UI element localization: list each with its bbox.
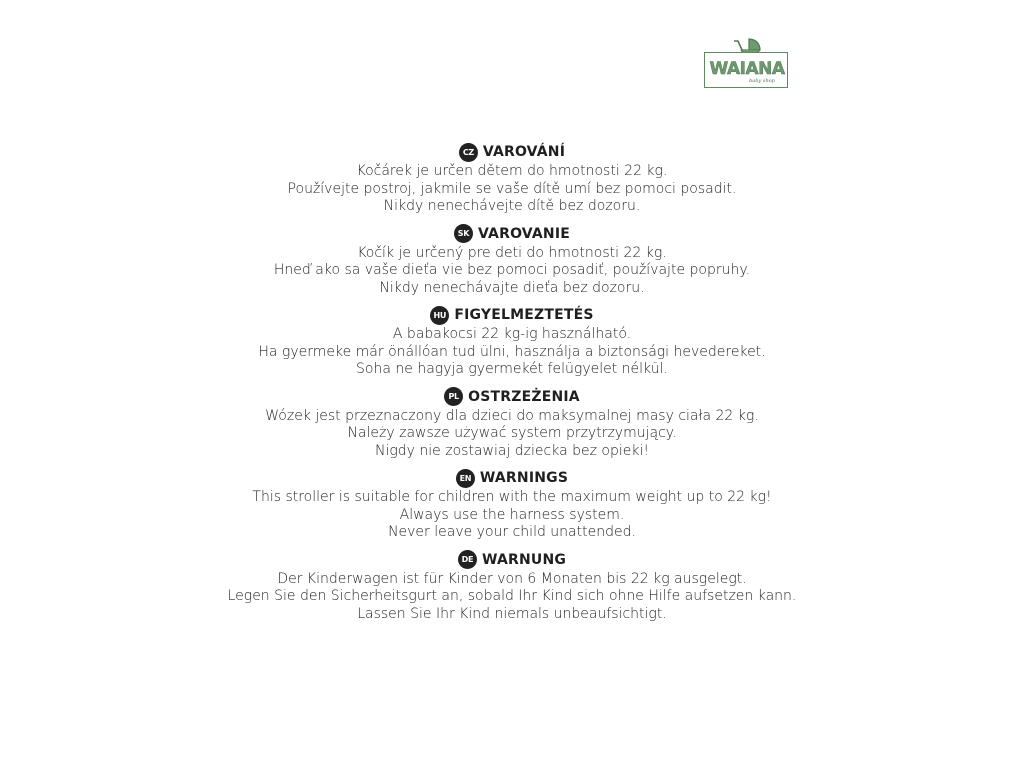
section-heading xyxy=(0,305,1024,325)
warning-line: Legen Sie den Sicherheitsgurt an, sobald Ihr Kind sich ohne Hilfe aufsetzen kann. xyxy=(227,588,797,604)
section-heading xyxy=(0,142,1024,162)
warning-line: A babakocsi 22 kg-ig használható. xyxy=(392,326,632,342)
language-badge: EN xyxy=(456,469,475,488)
warning-line: Nikdy nenechávejte dítě bez dozoru. xyxy=(383,198,641,214)
warning-line: Lassen Sie Ihr Kind niemals unbeaufsichtigt. xyxy=(357,605,667,622)
section-heading xyxy=(0,468,1024,488)
brand-logo xyxy=(704,38,790,91)
section-title: FIGYELMEZTETÉS xyxy=(454,307,594,323)
warning-line: Soha ne hagyja gyermekét felügyelet nélkül. xyxy=(356,361,668,377)
section-title: WARNINGS xyxy=(479,470,569,486)
logo-name: WAIANA xyxy=(709,59,785,79)
warning-line: Nigdy nie zostawiaj dziecka bez opieki! xyxy=(375,442,649,459)
section-title: OSTRZEŻENIA xyxy=(468,388,580,405)
warning-line: Never leave your child unattended. xyxy=(388,524,636,540)
language-badge: HU xyxy=(430,306,449,325)
warnings-content xyxy=(0,142,1024,631)
warning-line: Kočárek je určen dětem do hmotnosti 22 kg. xyxy=(356,163,668,179)
section-cz xyxy=(0,142,1024,216)
section-de xyxy=(0,550,1024,624)
section-heading xyxy=(0,550,1024,570)
warning-line: Používejte postroj, jakmile se vaše dítě umí bez pomoci posadit. xyxy=(287,180,737,197)
language-badge: PL xyxy=(444,387,463,406)
language-badge: DE xyxy=(458,550,477,569)
warning-line: Der Kinderwagen ist für Kinder von 6 Monaten bis 22 kg ausgelegt. xyxy=(277,570,747,587)
section-en xyxy=(0,468,1024,542)
warning-line: Wózek jest przeznaczony dla dzieci do maksymalnej masy ciała 22 kg. xyxy=(265,407,759,424)
section-heading xyxy=(0,387,1024,407)
warning-line: Kočík je určený pre deti do hmotnosti 22 kg. xyxy=(357,244,667,261)
section-sk xyxy=(0,224,1024,298)
warning-line: Ha gyermeke már önállóan tud ülni, használja a biztonsági hevedereket. xyxy=(258,343,766,360)
section-title: VAROVÁNÍ xyxy=(482,144,566,160)
section-pl xyxy=(0,387,1024,461)
section-hu xyxy=(0,305,1024,379)
section-title: VAROVANIE xyxy=(477,225,571,242)
warning-line: Hneď ako sa vaše dieťa vie bez pomoci posadiť, používajte popruhy. xyxy=(273,262,751,278)
warning-line: Always use the harness system. xyxy=(399,506,625,523)
section-heading xyxy=(0,224,1024,244)
section-title: WARNUNG xyxy=(481,551,567,568)
language-badge: CZ xyxy=(459,143,478,162)
logo-tagline: baby shop xyxy=(749,78,775,84)
warning-line: Nikdy nenechávajte dieťa bez dozoru. xyxy=(379,279,645,296)
language-badge: SK xyxy=(454,224,473,243)
warning-line: Należy zawsze używać system przytrzymujący. xyxy=(347,425,677,441)
warning-line: This stroller is suitable for children with the maximum weight up to 22 kg! xyxy=(252,489,772,505)
